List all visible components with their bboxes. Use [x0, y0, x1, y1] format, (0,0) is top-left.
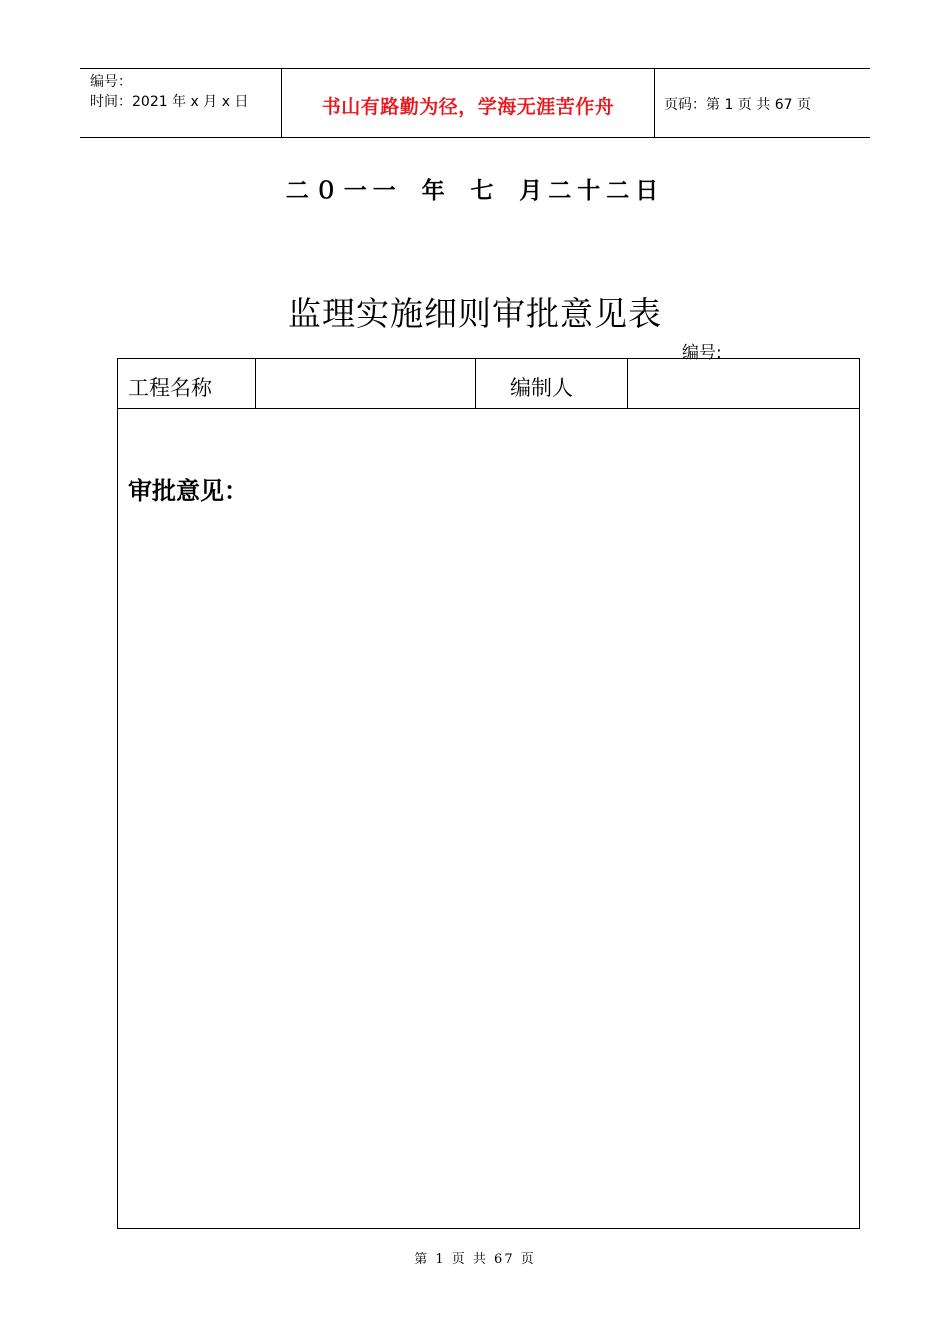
project-name-label-cell	[118, 359, 255, 408]
opinion-label: 审批意见：	[128, 477, 248, 505]
header-page-info: 页码：第 1 页 共 67 页	[664, 97, 811, 113]
header-center-cell	[281, 69, 655, 137]
date-line: 二０一一 年 七 月二十二日	[285, 178, 665, 204]
page-footer: 第 1 页 共 67 页	[414, 1252, 536, 1267]
header-right-cell	[654, 69, 870, 137]
editor-field[interactable]	[627, 359, 860, 408]
header-time-label: 时间：2021 年 x 月 x 日	[90, 94, 249, 110]
form-number-label: 编号:	[682, 343, 722, 363]
page-header	[80, 68, 870, 138]
editor-label-cell	[475, 359, 628, 408]
project-name-field[interactable]	[255, 359, 475, 408]
approval-form-table	[117, 358, 860, 1229]
project-name-label: 工程名称	[128, 376, 212, 400]
header-left-cell	[80, 69, 280, 137]
editor-label: 编制人	[510, 376, 573, 400]
form-title: 监理实施细则审批意见表	[288, 294, 662, 333]
form-info-row	[118, 359, 859, 409]
header-code-label: 编号：	[90, 74, 132, 90]
header-motto: 书山有路勤为径，学海无涯苦作舟	[321, 96, 615, 118]
